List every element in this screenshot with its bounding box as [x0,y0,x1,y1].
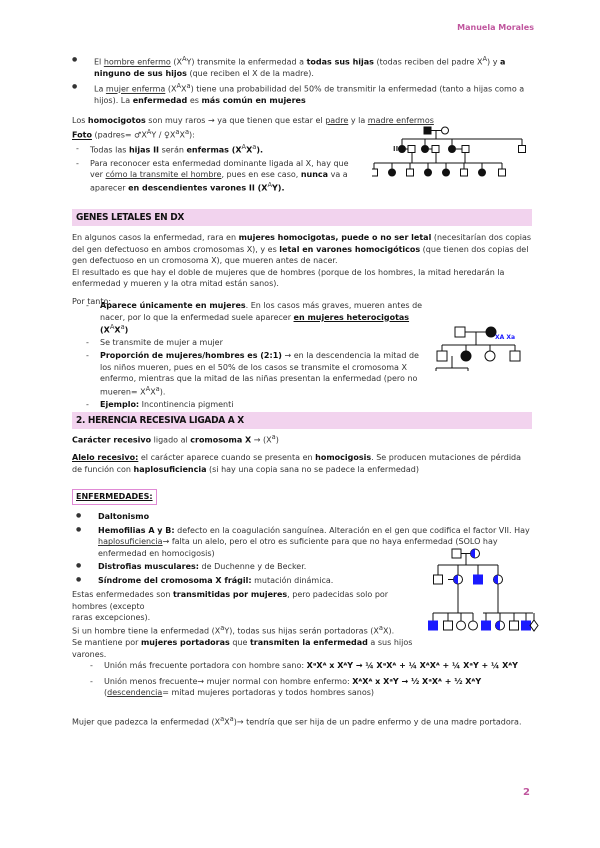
uniones-section [72,660,532,728]
letales-list [72,300,424,412]
author-name: Manuela Morales [457,23,534,32]
enfermedad-x-fragil: ● Síndrome del cromosoma X frágil: mutación dinámica. [76,575,532,587]
por-tanto-label: Por tanto: [72,296,112,306]
generation-label-ii: II [393,145,399,153]
caracter-recesivo-text: Carácter recesivo ligado al cromosoma $X \to (X^a)$ [72,433,279,445]
enfermedad-distrofias: ● Distrofias musculares: de Duchenne y de Becker. [76,561,532,573]
pedigree-father-affected [424,127,431,134]
foto-dash-2: - Para reconocer esta enfermedad dominante ligada al X, hay que ver cómo la transmite el hombre, pues en ese caso, nunca va a aparecer en descendientes varones II $(X^AY)$. [72,158,362,194]
section-title-herencia-recesiva: 2. HERENCIA RECESIVA LIGADA A X [72,412,532,429]
letales-paragraph-2: El resultado es que hay el doble de mujeres que de hombres (porque de los hombres, la mitad heredarán la enfermedad y mueren y la otra mitad están sanos). [72,267,505,289]
transmision-line-3: Si un hombre tiene la enfermedad $(X^aY)$, todas sus hijas serán portadoras $(X^aX)$. [72,623,395,636]
enfermedad-hemofilias: ● Hemofilias A y B: defecto en la coagulación sanguínea. Alteración en el gen que codifica el factor VII. Hay haplosuficiencia→ falta un alelo, pero el otro es suficiente para que no haya enfermedad (SOLO hay enfermedad en homocigosis) [76,525,532,560]
pedigree-mother [442,127,449,134]
alelo-recesivo-text: Alelo recesivo: el carácter aparece cuando se presenta en homocigosis. Se producen mutaciones de pérdida de función con haplosuficiencia (si hay una copia sana no se padece la enfermedad) [72,453,522,474]
transmision-line-2: raras excepciones). [72,613,151,623]
transmision-line-1: Estas enfermedades son transmitidas por mujeres, pero padecidas solo por hombres (excepto [72,590,389,611]
enfermedades-label: ENFERMEDADES: [72,489,157,505]
pedigree-recesiva [428,545,543,640]
transmision-line-4: Se mantiene por mujeres portadoras que transmiten la enfermedad a sus hijos varones. [72,638,413,659]
bullet-mujer-enferma: ● La mujer enferma $(X^AX^a)$ tiene una probabilidad del 50% de transmitir la enfermedad (tanto a hijas como a hijos). La enfermedad es más común en mujeres [72,82,532,107]
section-title-genes-letales: GENES LETALES EN DX [72,209,532,226]
pedigree-letal [430,325,540,380]
letales-dash-1: - Aparece únicamente en mujeres. En los casos más graves, mueren antes de nacer, por lo que la enfermedad suele aparecer en mujeres heterocigotas $(X^AX^a)$ [82,300,424,336]
enfermedad-daltonismo: ● Daltonismo [76,511,532,523]
letales-paragraph-1: En algunos casos la enfermedad, rara en mujeres homocigotas, puede o no ser letal (necesitarían dos copias del gen defectuoso en ambos cromosomas X), y es letal en varones homocigóticos (que tienen dos copias del gen defectuoso en un cromosoma X), que mueren antes de nacer. [72,233,532,266]
enfermedades-label-row [72,489,532,505]
union-menos-frecuente: - Unión menos frecuente→ mujer normal con hombre enfermo: XᴬXᴬ x XᵃY → ½ XᵃXᴬ + ½ XᴬY (descendencia= mitad mujeres portadoras y todos hombres sanos) [86,676,532,699]
letales-dash-4: - Ejemplo: Incontinencia pigmenti [82,399,424,411]
foto-dash-1: - Todas las hijas II serán enfermas $(X^AX^a)$. [72,143,362,156]
letales-dash-3: - Proporción de mujeres/hombres es (2:1) → en la descendencia la mitad de los niños mueren, pues en el 50% de los casos se transmite el cromosoma X enfermo, mientras que la mitad de las niñas presentan la enfermedad (pero no mueren= $X^AX^a$). [82,350,424,398]
letales-dash-2: - Se transmite de mujer a mujer [82,337,424,349]
foto-section [72,128,362,195]
bullet-hombre-enfermo: ● El hombre enfermo $(X^AY)$ transmite la enfermedad a todas sus hijas (todas reciben del padre $X^A$) y a ninguno de sus hijos (que reciben el X de la madre). [72,55,532,80]
union-frecuente: - Unión más frecuente portadora con hombre sano: XᵃXᴬ x XᴬY → ¼ XᵃXᴬ + ¼ XᴬXᴬ + ¼ XᵃY + ¼ XᴬY [86,660,532,672]
section-genes-letales [72,209,532,308]
foto-label: Foto (padres= $♂X^AY$ / $♀X^aX^a$): [72,128,195,140]
transmision-text [72,589,422,660]
intro-section [72,55,532,126]
pedigree-genotype-label: XA Xa [495,334,516,341]
page-number: 2 [523,786,530,798]
homocigotos-text: Los homocigotos son muy raros → ya que tienen que estar el padre y la madre enfermos [72,115,434,125]
pedigree-dominante [372,125,532,195]
mujer-enferma-text: Mujer que padezca la enfermedad $(X^aX^a)\to$ tendría que ser hija de un padre enfermo y de una madre portadora. [72,714,522,727]
